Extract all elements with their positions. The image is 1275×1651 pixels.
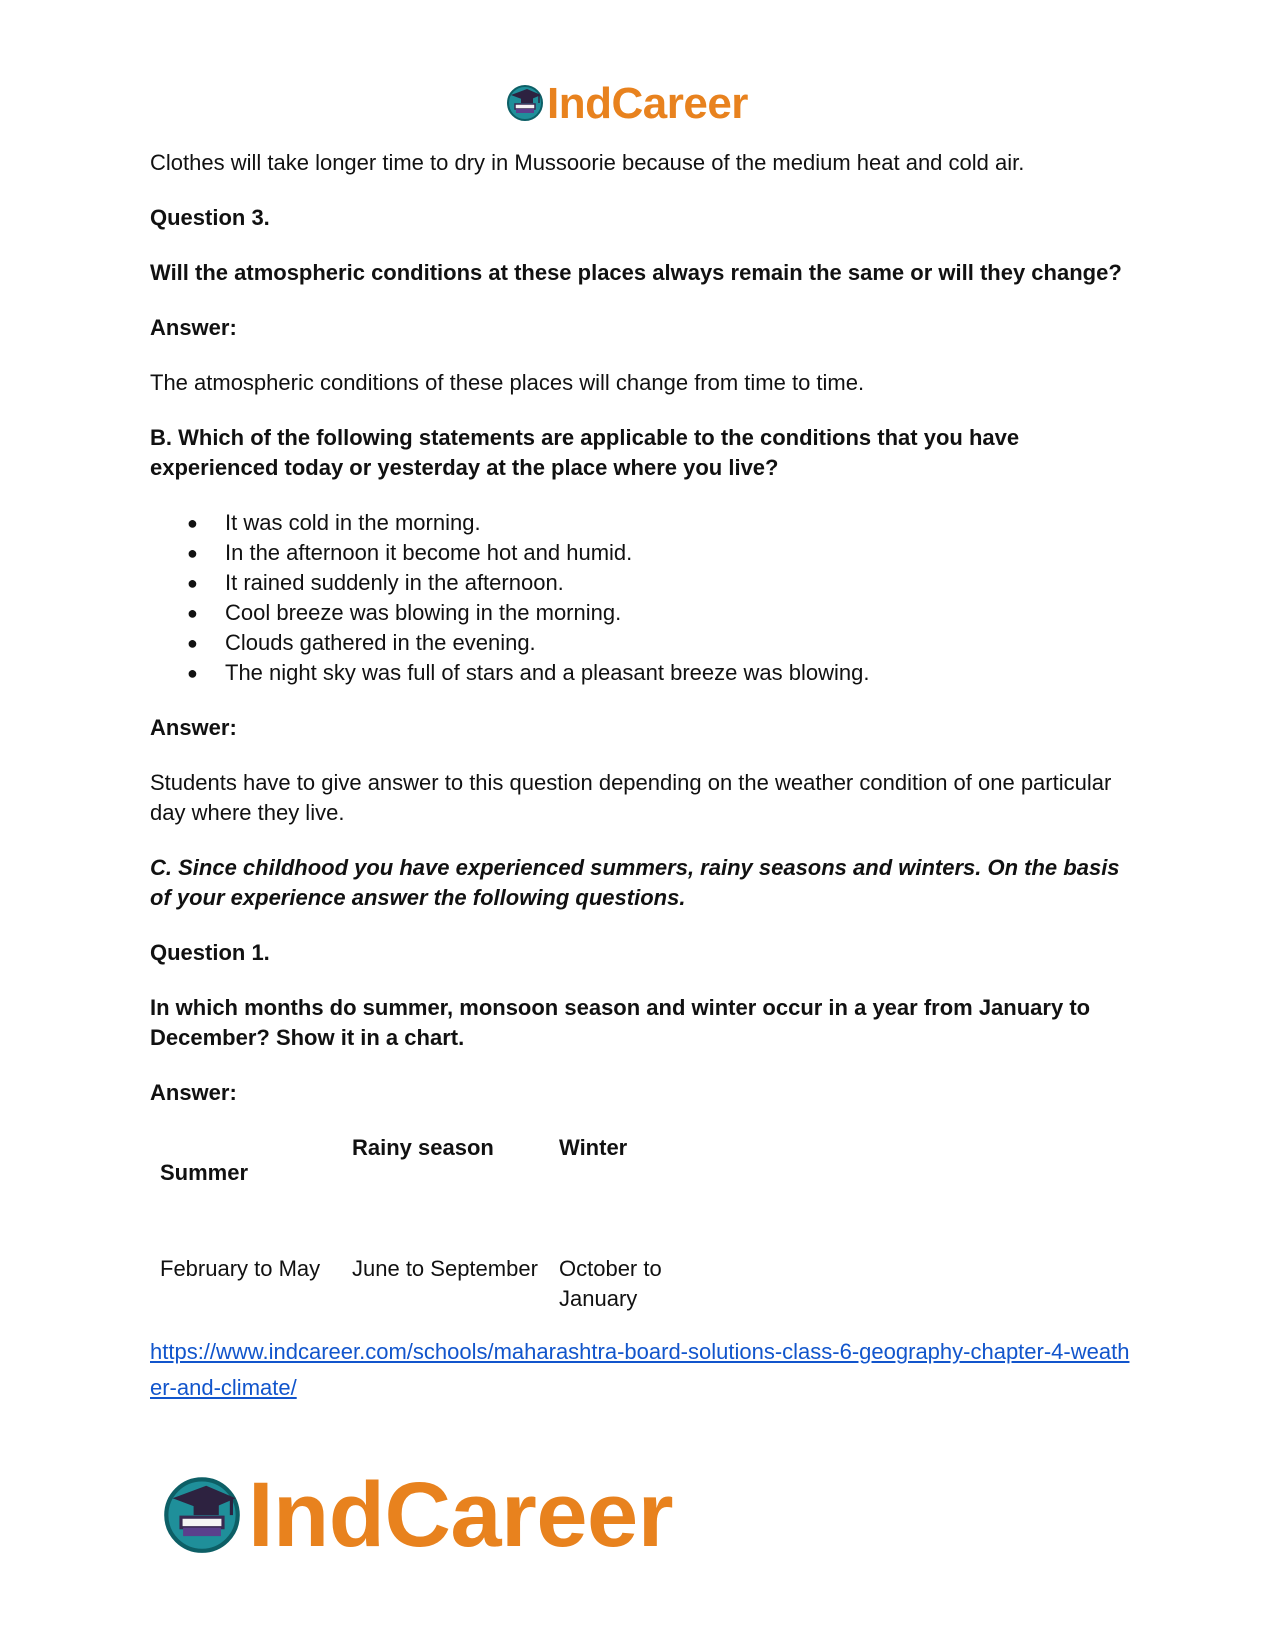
- question-3-label: Question 3.: [150, 205, 270, 230]
- list-item: ● The night sky was full of stars and a pleasant breeze was blowing.: [150, 658, 1140, 688]
- graduation-cap-book-globe-icon: [160, 1471, 244, 1560]
- table-header-row: [150, 1118, 709, 1248]
- question-1-label: Question 1.: [150, 940, 270, 965]
- table-header-rainy: Rainy season: [352, 1135, 494, 1160]
- list-item: ● Clouds gathered in the evening.: [150, 628, 1140, 658]
- answer-label: Answer:: [150, 1080, 237, 1105]
- table-cell-summer: February to May: [160, 1256, 321, 1281]
- answer-label: Answer:: [150, 315, 237, 340]
- header-logo: [505, 80, 748, 128]
- section-b-heading: B. Which of the following statements are applicable to the conditions that you have experienced today or yesterday at the place where you live?: [150, 425, 1020, 480]
- bullet-icon: ●: [187, 663, 198, 683]
- list-item: ● It was cold in the morning.: [150, 508, 1140, 538]
- question-1-text: In which months do summer, monsoon season and winter occur in a year from January to December? Show it in a chart.: [150, 995, 1091, 1050]
- table-header-summer: Summer: [160, 1160, 249, 1185]
- logo-wordmark: IndCareer: [547, 79, 748, 128]
- graduation-cap-book-globe-icon: [505, 82, 545, 127]
- answer-label: Answer:: [150, 715, 237, 740]
- footer-logo: [160, 1465, 673, 1565]
- table-cell-rainy: June to September: [352, 1256, 538, 1281]
- table-header-winter: Winter: [559, 1135, 628, 1160]
- section-c-heading: C. Since childhood you have experienced summers, rainy seasons and winters. On the basis of your experience answer the following questions.: [150, 855, 1120, 910]
- bullet-icon: ●: [187, 633, 198, 653]
- bullet-icon: ●: [187, 513, 198, 533]
- source-link[interactable]: https://www.indcareer.com/schools/maharashtra-board-solutions-class-6-geography-chapter-4-weather-and-climate/: [150, 1339, 1130, 1400]
- main-content: [150, 148, 1140, 1406]
- seasons-table: [150, 1118, 709, 1314]
- table-row: [150, 1248, 709, 1314]
- paragraph-mussoorie: Clothes will take longer time to dry in Mussoorie because of the medium heat and cold air.: [150, 150, 1025, 175]
- table-cell-winter: October to January: [559, 1256, 662, 1311]
- answer-text: The atmospheric conditions of these places will change from time to time.: [150, 370, 865, 395]
- bullet-icon: ●: [187, 603, 198, 623]
- list-item: ● It rained suddenly in the afternoon.: [150, 568, 1140, 598]
- bullet-icon: ●: [187, 543, 198, 563]
- list-item: ● In the afternoon it become hot and humid.: [150, 538, 1140, 568]
- bullet-icon: ●: [187, 573, 198, 593]
- question-3-text: Will the atmospheric conditions at these places always remain the same or will they change?: [150, 260, 1122, 285]
- answer-text: Students have to give answer to this question depending on the weather condition of one particular day where they live.: [150, 770, 1112, 825]
- statement-list: [150, 508, 1140, 688]
- logo-wordmark: IndCareer: [248, 1464, 673, 1566]
- list-item: ● Cool breeze was blowing in the morning.: [150, 598, 1140, 628]
